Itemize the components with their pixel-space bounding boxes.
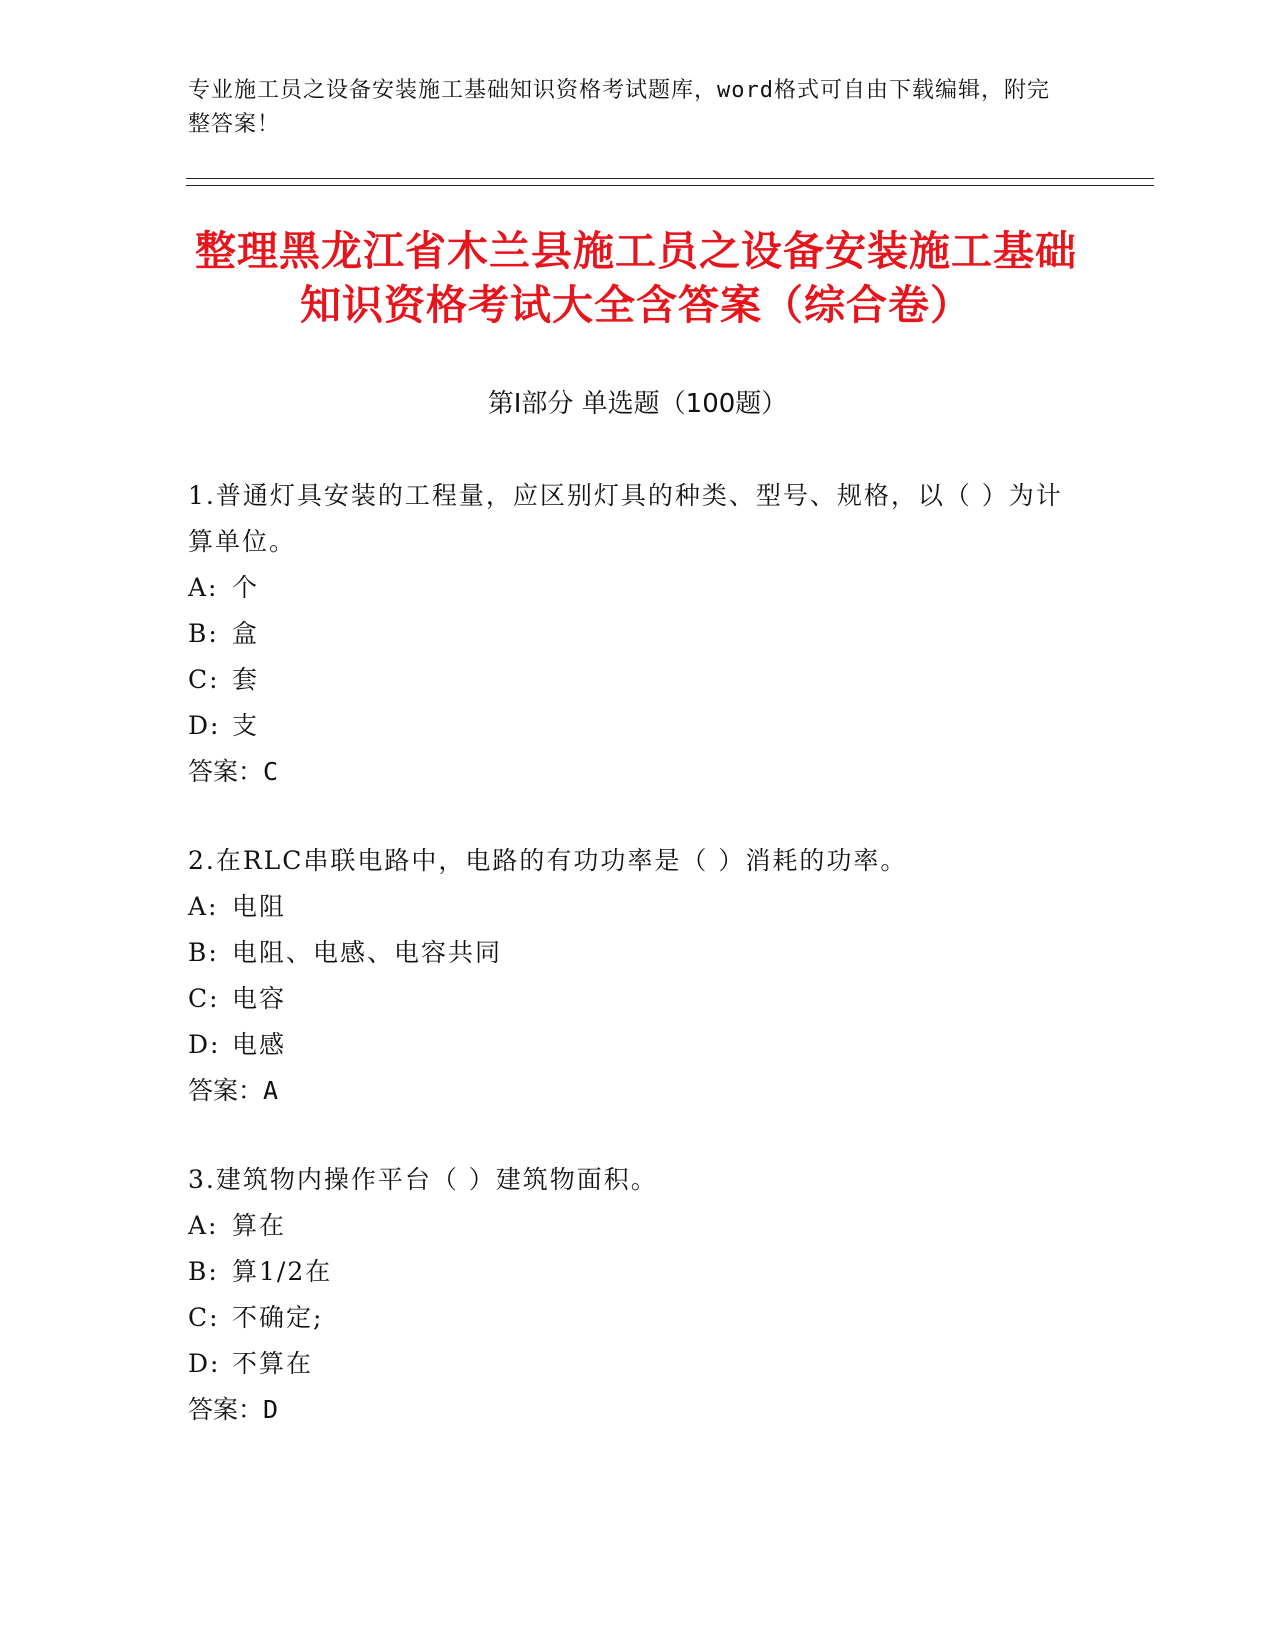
- option-key: C:: [188, 984, 220, 1013]
- option-key: A:: [188, 1211, 219, 1240]
- option-text: 算1/2在: [232, 1257, 333, 1286]
- option-text: 电感: [232, 1030, 287, 1059]
- question-2: [188, 838, 1088, 1114]
- option-d: [188, 1341, 1088, 1387]
- option-c: [188, 1295, 1088, 1341]
- header-divider-top: [186, 178, 1154, 179]
- option-c: [188, 657, 1088, 703]
- header-note: 专业施工员之设备安装施工基础知识资格考试题库，word格式可自由下载编辑，附完整答案！: [188, 78, 1050, 137]
- option-key: C:: [188, 665, 220, 694]
- option-key: D:: [188, 1030, 221, 1059]
- option-key: B:: [188, 1257, 219, 1286]
- answer-value: C: [263, 757, 279, 786]
- answer-label: 答案：: [188, 1076, 264, 1105]
- option-text: 套: [232, 665, 260, 694]
- option-key: D:: [188, 1349, 221, 1378]
- option-text: 电阻、电感、电容共同: [232, 938, 503, 967]
- answer-label: 答案：: [188, 1395, 264, 1424]
- option-key: B:: [188, 938, 219, 967]
- option-b: [188, 1249, 1088, 1295]
- question-stem: 1.普通灯具安装的工程量，应区别灯具的种类、型号、规格，以（ ）为计算单位。: [188, 481, 1063, 556]
- option-text: 算在: [232, 1211, 287, 1240]
- question-stem: 3.建筑物内操作平台（ ）建筑物面积。: [188, 1165, 658, 1194]
- option-b: [188, 611, 1088, 657]
- answer-label: 答案：: [188, 757, 264, 786]
- option-text: 支: [232, 711, 260, 740]
- answer-line: [188, 1068, 1088, 1114]
- option-c: [188, 976, 1088, 1022]
- option-text: 盒: [232, 619, 260, 648]
- option-b: [188, 930, 1088, 976]
- question-1: [188, 473, 1088, 795]
- option-a: [188, 1203, 1088, 1249]
- option-key: D:: [188, 711, 221, 740]
- option-text: 电容: [232, 984, 287, 1013]
- answer-line: [188, 749, 1088, 795]
- answer-value: D: [263, 1395, 279, 1424]
- document-title: 整理黑龙江省木兰县施工员之设备安装施工基础知识资格考试大全含答案（综合卷）: [195, 227, 1077, 329]
- option-text: 电阻: [232, 892, 287, 921]
- question-stem: 2.在RLC串联电路中，电路的有功功率是（ ）消耗的功率。: [188, 846, 908, 875]
- option-key: B:: [188, 619, 219, 648]
- question-3: [188, 1157, 1088, 1433]
- option-key: A:: [188, 892, 219, 921]
- option-key: C:: [188, 1303, 220, 1332]
- option-a: [188, 884, 1088, 930]
- option-a: [188, 565, 1088, 611]
- option-d: [188, 703, 1088, 749]
- section-heading: 第Ⅰ部分 单选题（100题）: [487, 389, 788, 419]
- header-divider-bottom: [186, 185, 1154, 186]
- option-text: 不确定;: [232, 1303, 324, 1332]
- option-text: 不算在: [232, 1349, 314, 1378]
- option-key: A:: [188, 573, 219, 602]
- option-d: [188, 1022, 1088, 1068]
- answer-line: [188, 1387, 1088, 1433]
- option-text: 个: [232, 573, 260, 602]
- answer-value: A: [263, 1076, 279, 1105]
